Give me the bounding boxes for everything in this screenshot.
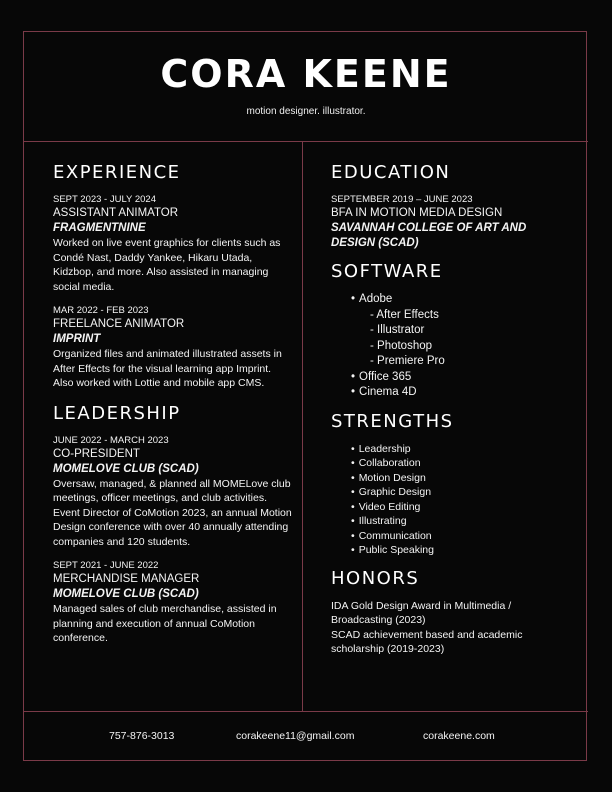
experience-entry (53, 193, 293, 294)
strength-item: • Motion Design (331, 471, 571, 486)
column-divider (302, 141, 303, 712)
software-subitem: - Premiere Pro (370, 355, 445, 367)
strength-item: • Communication (331, 529, 571, 544)
software-item: • Adobe (331, 292, 571, 308)
tagline: motion designer. illustrator. (246, 106, 366, 117)
contact-email[interactable]: corakeene11@gmail.com (236, 730, 355, 742)
entry-title: CO-PRESIDENT (53, 447, 140, 460)
entry-description: Managed sales of club merchandise, assisted in planning and execution of annual CoMotion conference. (53, 603, 277, 644)
entry-org: MOMELOVE CLUB (SCAD) (53, 588, 199, 600)
entry-org: IMPRINT (53, 333, 101, 345)
experience-entry (53, 304, 293, 391)
entry-org: MOMELOVE CLUB (SCAD) (53, 462, 199, 475)
software-subitem: - After Effects (370, 308, 439, 321)
strength-item: • Video Editing (331, 500, 571, 515)
strength-item: • Leadership (331, 442, 571, 457)
education-degree: BFA IN MOTION MEDIA DESIGN (331, 207, 503, 219)
education-section (331, 160, 571, 251)
entry-title: FREELANCE ANIMATOR (53, 318, 185, 330)
leadership-entry (53, 559, 293, 646)
honor-item: IDA Gold Design Award in Multimedia / Broadcasting (2023) (331, 599, 512, 626)
strength-item: • Illustrating (331, 514, 571, 529)
entry-description: Oversaw, managed, & planned all MOMELove club meetings, officer meetings, and club activities. Event Director of CoMotion 2023, an annual Motion Design conference with over 40 annually attending companies and 120 students. (53, 477, 292, 548)
entry-title: ASSISTANT ANIMATOR (53, 207, 179, 219)
experience-section (53, 160, 293, 391)
strength-item: • Public Speaking (331, 543, 571, 558)
strength-item: • Graphic Design (331, 485, 571, 500)
honor-item: SCAD achievement based and academic scholarship (2019-2023) (331, 628, 523, 655)
entry-description: Organized files and animated illustrated assets in After Effects for the visual learning app Imprint. Also worked with Lottie and mobile app CMS. (53, 348, 282, 389)
entry-date: JUNE 2022 - MARCH 2023 (53, 434, 169, 446)
strengths-heading: STRENGTHS (331, 410, 454, 432)
strengths-section (331, 409, 571, 558)
entry-title: MERCHANDISE MANAGER (53, 573, 200, 585)
footer-divider (23, 711, 588, 712)
software-item: • Cinema 4D (331, 385, 571, 401)
software-item: • Office 365 (331, 370, 571, 386)
contact-phone: 757-876-3013 (109, 730, 175, 742)
right-column (331, 160, 571, 665)
software-subitem: - Photoshop (370, 339, 433, 352)
honors-section (331, 566, 571, 657)
software-section (331, 259, 571, 401)
entry-date: SEPT 2021 - JUNE 2022 (53, 560, 159, 571)
software-subitem: - Illustrator (370, 324, 425, 336)
leadership-section (53, 401, 293, 646)
honors-heading: HONORS (331, 567, 420, 589)
education-school: SAVANNAH COLLEGE OF ART AND DESIGN (SCAD) (331, 222, 527, 249)
header-divider (23, 141, 588, 142)
contact-website[interactable]: corakeene.com (423, 730, 495, 742)
left-column (53, 160, 293, 656)
entry-date: SEPT 2023 - JULY 2024 (53, 194, 156, 205)
education-date: SEPTEMBER 2019 – JUNE 2023 (331, 194, 473, 205)
entry-org: FRAGMENTNINE (53, 222, 146, 234)
entry-description: Worked on live event graphics for clients such as Condé Nast, Daddy Yankee, Hikaru Utada, Kidzbop, and more. Also assisted in managing social media. (53, 237, 281, 293)
software-heading: SOFTWARE (331, 261, 443, 282)
resume-name: CORA KEENE (160, 52, 452, 96)
experience-heading: EXPERIENCE (53, 162, 181, 183)
leadership-heading: LEADERSHIP (53, 402, 181, 424)
strength-item: • Collaboration (331, 456, 571, 471)
education-heading: EDUCATION (331, 162, 451, 183)
leadership-entry (53, 434, 293, 550)
entry-date: MAR 2022 - FEB 2023 (53, 305, 149, 316)
